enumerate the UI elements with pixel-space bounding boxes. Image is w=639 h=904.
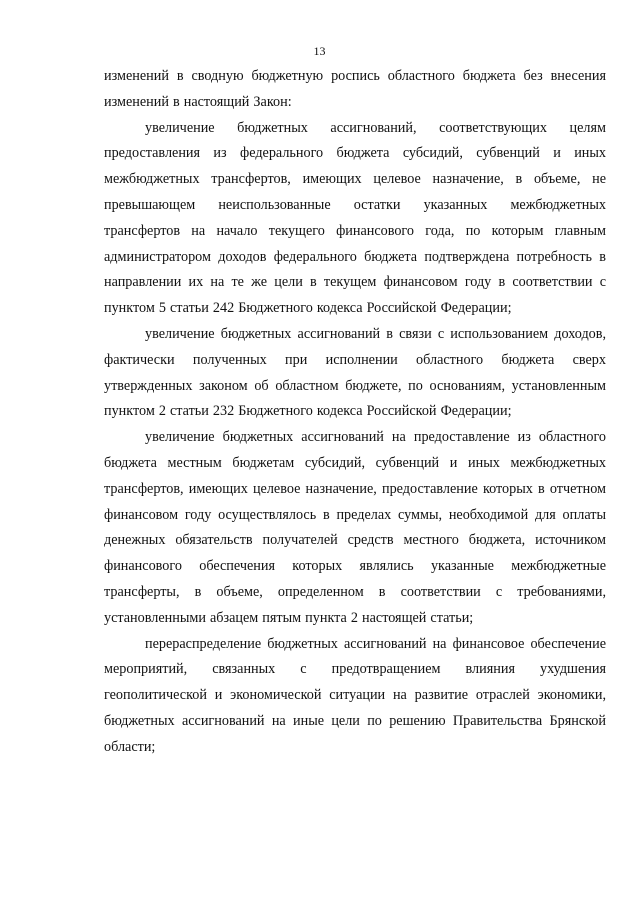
paragraph-redistribution: перераспределение бюджетных ассигнований на финансовое обеспечение мероприятий, связанных с предотвращением влияния ухудшения геополитической и экономической ситуации на развитие отраслей экономики, бюджетных ассигнований на иные цели по решению Правительства Брянской области; bbox=[104, 635, 606, 755]
paragraph-local-budget-transfers: увеличение бюджетных ассигнований на предоставление из областного бюджета местным бюджетам субсидий, субвенций и иных межбюджетных трансфертов, имеющих целевое назначение, предоставление которых в отчетном финансовом году осуществлялось в пределах суммы, необходимой для оплаты денежных обязательств получателей средств местного бюджета, источником финансового обеспечения которых являлись указанные межбюджетные трансферты, в объеме, определенном в соответствии с требованиями, установленными абзацем пятым пункта 2 настоящей статьи; bbox=[104, 429, 606, 626]
document-body bbox=[104, 64, 606, 761]
paragraph-additional-revenues: увеличение бюджетных ассигнований в связи с использованием доходов, фактически полученных при исполнении областного бюджета сверх утвержденных законом об областном бюджете, по основаниям, установленным пунктом 2 статьи 232 Бюджетного кодекса Российской Федерации; bbox=[104, 325, 606, 420]
paragraph-continued-intro: изменений в сводную бюджетную роспись областного бюджета без внесения изменений в настоящий Закон: bbox=[104, 68, 606, 110]
page-number: 13 bbox=[313, 44, 326, 58]
paragraph-federal-transfers: увеличение бюджетных ассигнований, соответствующих целям предоставления из федерального бюджета субсидий, субвенций и иных межбюджетных трансфертов, имеющих целевое назначение, в объеме, не превышающем неиспользованные остатки указанных межбюджетных трансфертов на начало текущего финансового года, по которым главным администратором доходов федерального бюджета подтверждена потребность в направлении их на те же цели в текущем финансовом году в соответствии с пунктом 5 статьи 242 Бюджетного кодекса Российской Федерации; bbox=[104, 119, 606, 317]
